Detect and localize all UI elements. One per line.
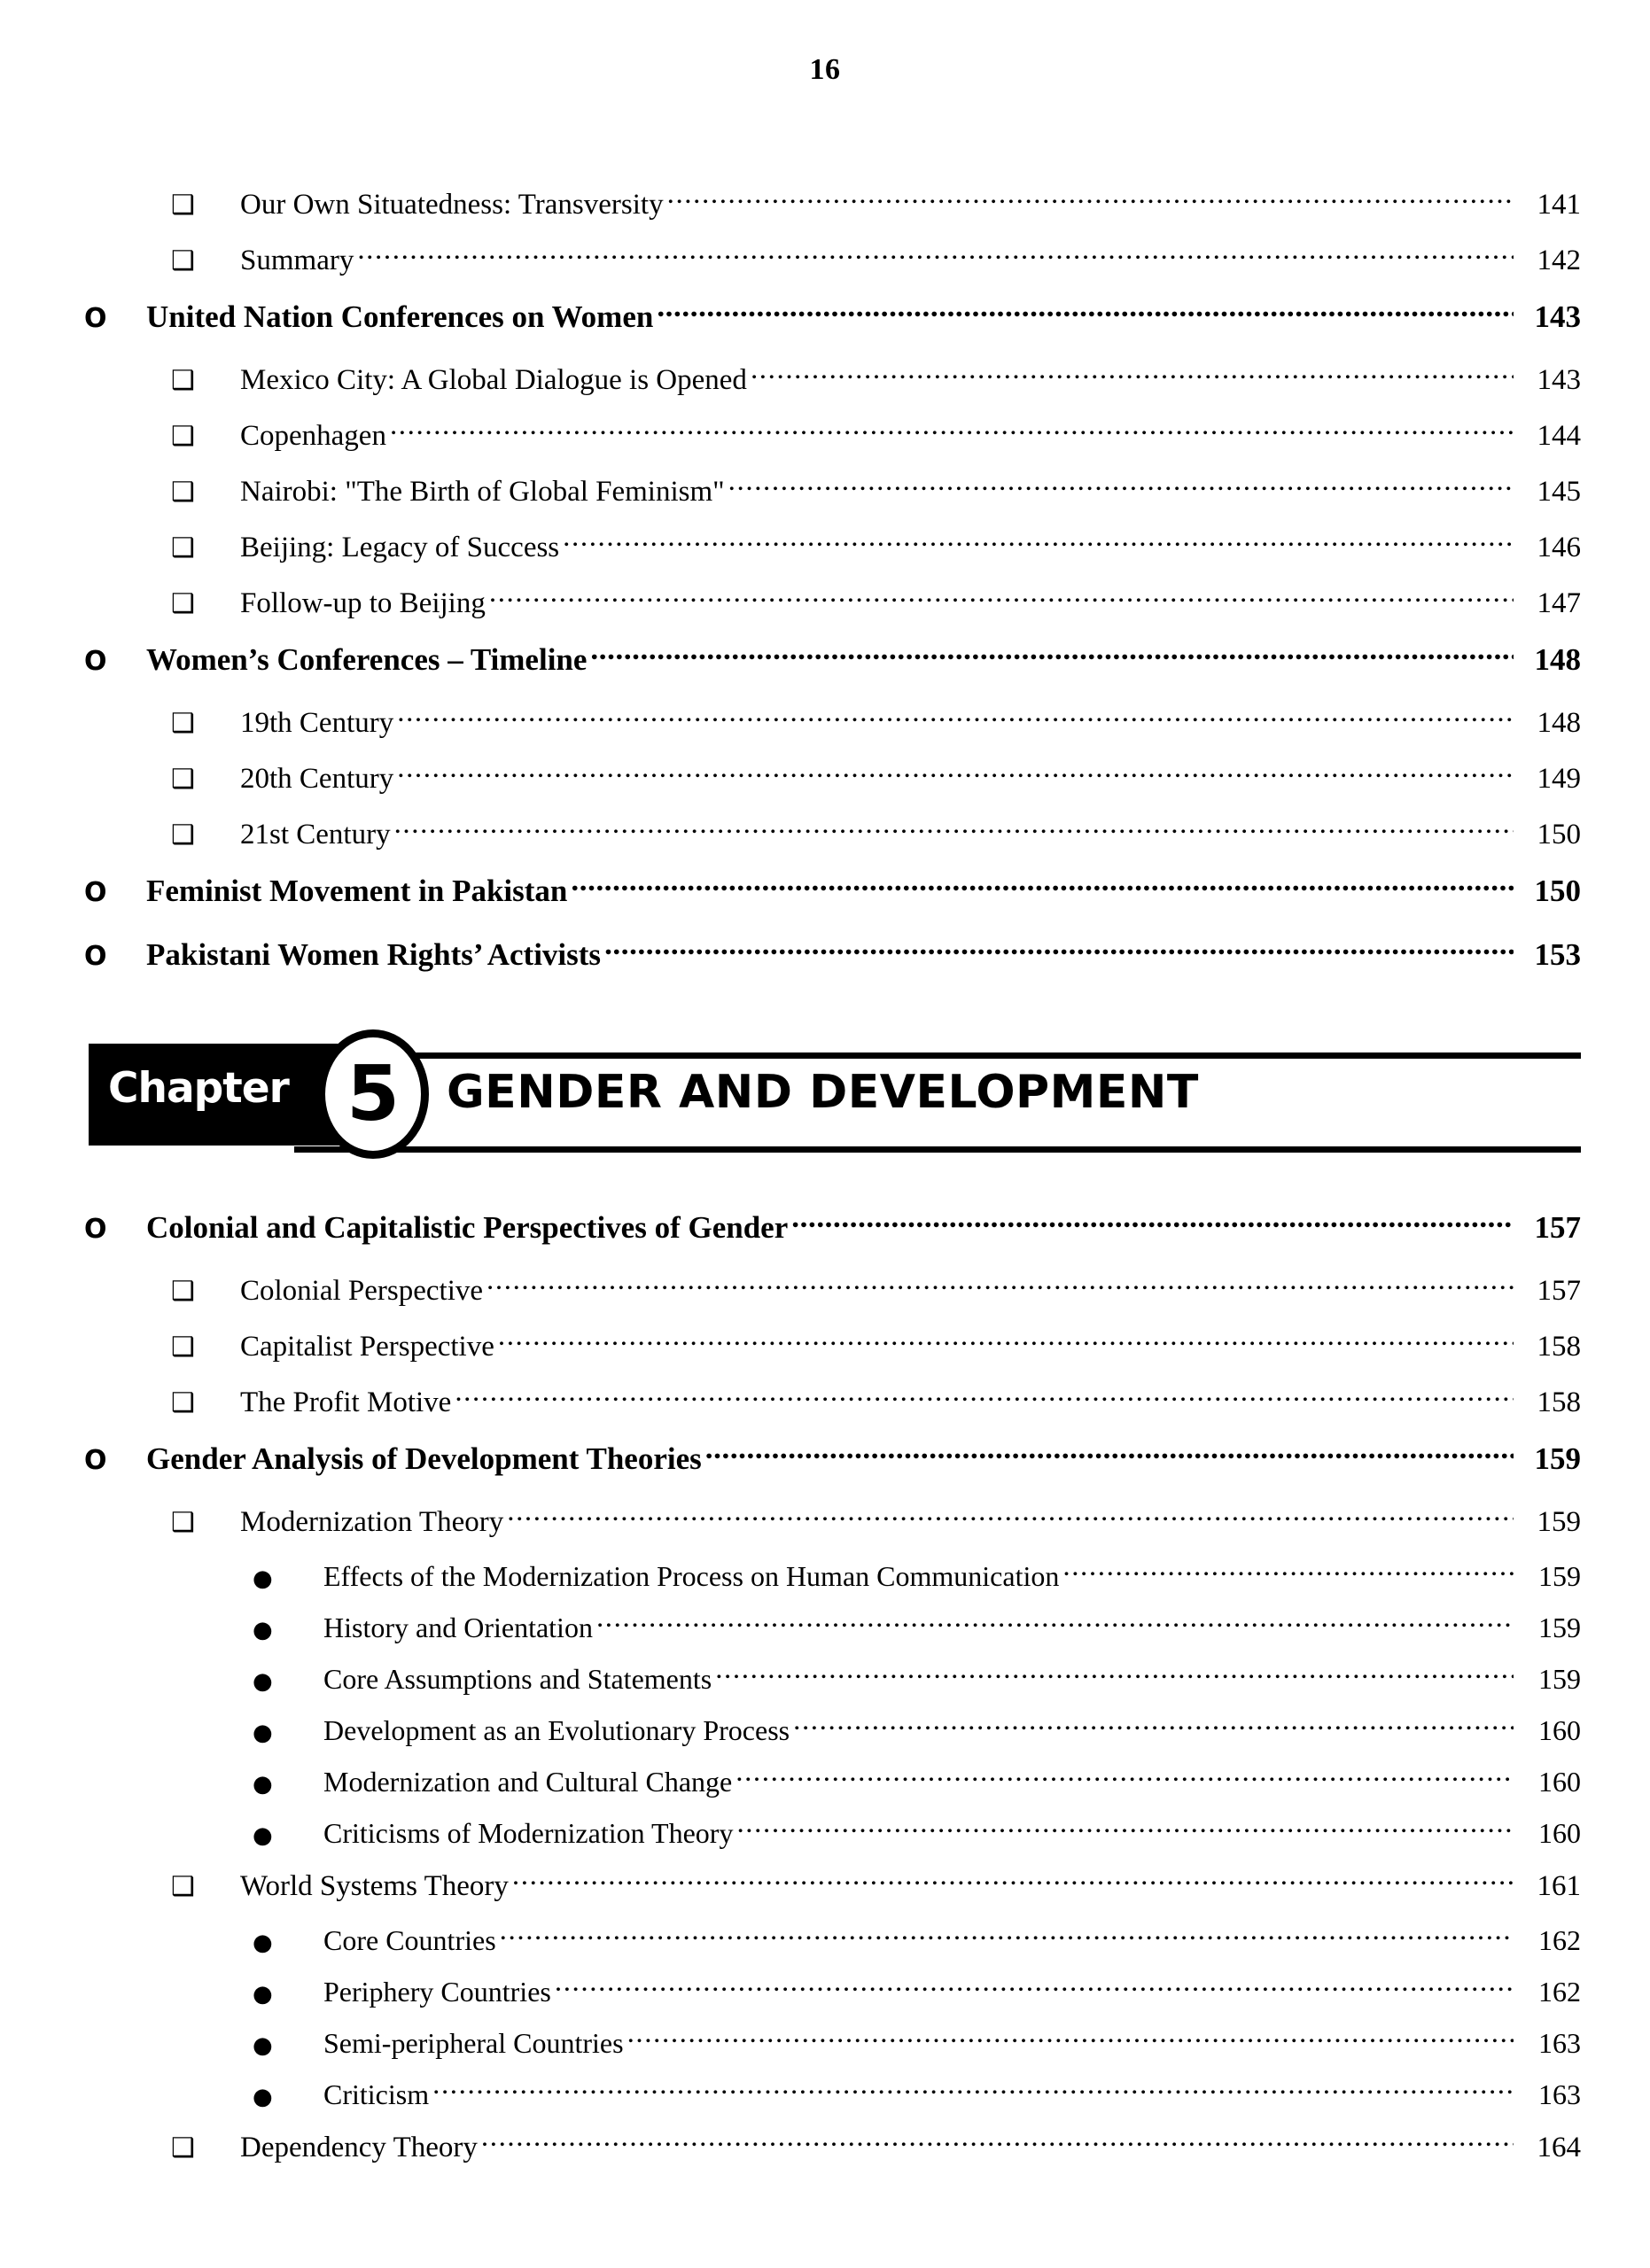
toc-entry-page-number: 157 — [1534, 1210, 1581, 1245]
toc-entry-page-number: 147 — [1537, 587, 1581, 619]
toc-entry[interactable] — [0, 1763, 1650, 1814]
toc-entry-label: Summary — [240, 245, 354, 276]
square-bullet-icon: ❑ — [171, 819, 195, 850]
square-bullet-icon: ❑ — [171, 245, 195, 276]
toc-entry-page-number: 162 — [1538, 1924, 1581, 1956]
dot-leader — [604, 934, 1514, 965]
open-circle-bullet-icon: O — [84, 1214, 107, 1245]
chapter-title: GENDER AND DEVELOPMENT — [447, 1066, 1199, 1119]
open-circle-bullet-icon: O — [84, 1445, 107, 1476]
toc-entry[interactable] — [0, 2127, 1650, 2183]
dot-leader — [791, 1207, 1514, 1238]
toc-entry-page-number: 161 — [1537, 1870, 1581, 1902]
square-bullet-icon: ❑ — [171, 588, 195, 619]
square-bullet-icon: ❑ — [171, 1332, 195, 1363]
square-bullet-icon: ❑ — [171, 1387, 195, 1418]
toc-entry-page-number: 146 — [1537, 532, 1581, 563]
toc-entry[interactable] — [0, 814, 1650, 870]
round-bullet-icon: ● — [253, 2084, 273, 2110]
toc-entry[interactable] — [0, 758, 1650, 814]
toc-entry-label: Copenhagen — [240, 420, 386, 452]
toc-entry-page-number: 158 — [1537, 1331, 1581, 1363]
toc-entry[interactable] — [0, 184, 1650, 240]
square-bullet-icon: ❑ — [171, 708, 195, 739]
banner-rule-top — [294, 1052, 1581, 1059]
dot-leader — [627, 2024, 1514, 2053]
dot-leader — [500, 1922, 1514, 1950]
toc-entry-label: 19th Century — [240, 707, 394, 739]
dot-leader — [563, 527, 1514, 556]
toc-entry[interactable] — [0, 1502, 1650, 1557]
dot-leader — [590, 639, 1514, 670]
dot-leader — [512, 1866, 1514, 1895]
dot-leader — [397, 758, 1514, 788]
square-bullet-icon: ❑ — [171, 421, 195, 452]
toc-entry-label: Our Own Situatedness: Transversity — [240, 189, 664, 221]
dot-leader — [489, 583, 1514, 612]
toc-entry-label: Feminist Movement in Pakistan — [146, 874, 568, 908]
dot-leader — [736, 1814, 1514, 1843]
toc-entry[interactable] — [0, 703, 1650, 758]
chapter-banner — [89, 1023, 1586, 1165]
toc-entry-page-number: 142 — [1537, 245, 1581, 276]
dot-leader — [705, 1438, 1514, 1469]
round-bullet-icon: ● — [253, 1822, 273, 1849]
toc-entry[interactable] — [0, 1207, 1650, 1270]
dot-leader — [571, 870, 1514, 901]
toc-entry-page-number: 150 — [1537, 819, 1581, 850]
toc-entry-label: Women’s Conferences – Timeline — [146, 642, 588, 677]
toc-entry-label: Effects of the Modernization Process on Human Communication — [323, 1560, 1060, 1592]
toc-entry[interactable] — [0, 1270, 1650, 1326]
dot-leader — [507, 1502, 1514, 1531]
toc-entry-label: Criticisms of Modernization Theory — [323, 1817, 734, 1849]
open-circle-bullet-icon: O — [84, 877, 107, 908]
square-bullet-icon: ❑ — [171, 477, 195, 508]
toc-entry-label: United Nation Conferences on Women — [146, 299, 654, 334]
dot-leader — [793, 1712, 1514, 1740]
dot-leader — [390, 416, 1514, 445]
toc-entry[interactable] — [0, 934, 1650, 998]
toc-entry-page-number: 159 — [1538, 1612, 1581, 1643]
dot-leader — [357, 240, 1514, 269]
toc-entry-page-number: 143 — [1537, 364, 1581, 396]
toc-entry-label: Dependency Theory — [240, 2132, 478, 2163]
toc-entry-page-number: 141 — [1537, 189, 1581, 221]
toc-entry-page-number: 160 — [1538, 1766, 1581, 1798]
toc-entry-label: 21st Century — [240, 819, 391, 850]
toc-entry[interactable] — [0, 471, 1650, 527]
toc-entry-label: Beijing: Legacy of Success — [240, 532, 560, 563]
toc-entry-page-number: 160 — [1538, 1714, 1581, 1746]
toc-entry-label: Capitalist Perspective — [240, 1331, 494, 1363]
dot-leader — [728, 471, 1514, 501]
dot-leader — [751, 360, 1514, 389]
toc-entry-label: Nairobi: "The Birth of Global Feminism" — [240, 476, 725, 508]
toc-entry[interactable] — [0, 296, 1650, 360]
dot-leader — [394, 814, 1514, 843]
square-bullet-icon: ❑ — [171, 1871, 195, 1902]
toc-entry[interactable] — [0, 416, 1650, 471]
toc-entry[interactable] — [0, 1712, 1650, 1763]
square-bullet-icon: ❑ — [171, 764, 195, 795]
toc-entry[interactable] — [0, 1866, 1650, 1922]
round-bullet-icon: ● — [253, 1930, 273, 1956]
square-bullet-icon: ❑ — [171, 2132, 195, 2163]
toc-entry[interactable] — [0, 2024, 1650, 2076]
toc-entry[interactable] — [0, 1557, 1650, 1609]
open-circle-bullet-icon: O — [84, 646, 107, 677]
dot-leader — [486, 1270, 1514, 1300]
round-bullet-icon: ● — [253, 1668, 273, 1695]
toc-entry-label: Modernization Theory — [240, 1506, 504, 1538]
dot-leader — [455, 1382, 1514, 1411]
toc-entry-page-number: 144 — [1537, 420, 1581, 452]
banner-rule-bottom — [294, 1146, 1581, 1153]
open-circle-bullet-icon: O — [84, 303, 107, 334]
open-circle-bullet-icon: O — [84, 941, 107, 972]
dot-leader — [715, 1660, 1514, 1689]
toc-entry-page-number: 159 — [1534, 1441, 1581, 1476]
toc-entry-label: Criticism — [323, 2078, 430, 2110]
dot-leader — [397, 703, 1514, 732]
toc-entry[interactable] — [0, 1438, 1650, 1502]
toc-entry-label: Gender Analysis of Development Theories — [146, 1441, 702, 1476]
square-bullet-icon: ❑ — [171, 190, 195, 221]
table-of-contents-upper — [0, 184, 1650, 998]
chapter-number-circle — [317, 1029, 429, 1159]
table-of-contents-lower — [0, 1207, 1650, 2183]
dot-leader — [432, 2076, 1514, 2104]
toc-entry[interactable] — [0, 1973, 1650, 2024]
toc-entry[interactable] — [0, 1326, 1650, 1382]
toc-entry-label: Modernization and Cultural Change — [323, 1766, 733, 1798]
toc-entry[interactable] — [0, 1609, 1650, 1660]
toc-entry[interactable] — [0, 583, 1650, 639]
toc-entry[interactable] — [0, 240, 1650, 296]
toc-entry-label: Colonial Perspective — [240, 1275, 484, 1307]
dot-leader — [481, 2127, 1514, 2156]
toc-entry-page-number: 153 — [1534, 937, 1581, 972]
toc-entry-page-number: 148 — [1537, 707, 1581, 739]
toc-entry-page-number: 143 — [1534, 299, 1581, 334]
chapter-word: Chapter — [108, 1064, 289, 1113]
toc-entry-page-number: 163 — [1538, 2027, 1581, 2059]
dot-leader — [596, 1609, 1514, 1637]
toc-entry-label: Pakistani Women Rights’ Activists — [146, 937, 602, 972]
toc-entry-label: 20th Century — [240, 763, 394, 795]
round-bullet-icon: ● — [253, 1617, 273, 1643]
toc-entry[interactable] — [0, 639, 1650, 703]
round-bullet-icon: ● — [253, 1720, 273, 1746]
square-bullet-icon: ❑ — [171, 1507, 195, 1538]
toc-entry[interactable] — [0, 2076, 1650, 2127]
toc-entry[interactable] — [0, 360, 1650, 416]
page-number: 16 — [809, 53, 841, 86]
round-bullet-icon: ● — [253, 1981, 273, 2008]
toc-entry-label: Mexico City: A Global Dialogue is Opened — [240, 364, 747, 396]
toc-entry-page-number: 160 — [1538, 1817, 1581, 1849]
toc-entry-page-number: 159 — [1538, 1663, 1581, 1695]
square-bullet-icon: ❑ — [171, 365, 195, 396]
toc-entry-page-number: 163 — [1538, 2078, 1581, 2110]
toc-entry-page-number: 162 — [1538, 1976, 1581, 2008]
toc-entry-page-number: 159 — [1537, 1506, 1581, 1538]
dot-leader — [555, 1973, 1514, 2001]
dot-leader — [1062, 1557, 1514, 1586]
toc-entry-label: Development as an Evolutionary Process — [323, 1714, 790, 1746]
toc-entry-page-number: 158 — [1537, 1386, 1581, 1418]
toc-entry[interactable] — [0, 1660, 1650, 1712]
square-bullet-icon: ❑ — [171, 1276, 195, 1307]
toc-entry-label: Colonial and Capitalistic Perspectives of Gender — [146, 1210, 789, 1245]
toc-entry-page-number: 159 — [1538, 1560, 1581, 1592]
toc-entry-page-number: 149 — [1537, 763, 1581, 795]
toc-entry-label: The Profit Motive — [240, 1386, 452, 1418]
toc-entry-label: Core Countries — [323, 1924, 496, 1956]
toc-entry-label: Follow-up to Beijing — [240, 587, 486, 619]
square-bullet-icon: ❑ — [171, 532, 195, 563]
toc-entry[interactable] — [0, 870, 1650, 934]
dot-leader — [657, 296, 1514, 327]
toc-entry-label: Periphery Countries — [323, 1976, 551, 2008]
dot-leader — [735, 1763, 1514, 1791]
toc-entry[interactable] — [0, 1922, 1650, 1973]
toc-entry-page-number: 145 — [1537, 476, 1581, 508]
toc-entry-label: Semi-peripheral Countries — [323, 2027, 624, 2059]
dot-leader — [667, 184, 1514, 214]
toc-entry-label: World Systems Theory — [240, 1870, 509, 1902]
toc-entry-page-number: 157 — [1537, 1275, 1581, 1307]
toc-entry-page-number: 164 — [1537, 2132, 1581, 2163]
toc-entry-page-number: 148 — [1534, 642, 1581, 677]
toc-entry-label: Core Assumptions and Statements — [323, 1663, 712, 1695]
toc-entry-page-number: 150 — [1534, 874, 1581, 908]
chapter-number: 5 — [346, 1050, 400, 1138]
round-bullet-icon: ● — [253, 2032, 273, 2059]
toc-entry[interactable] — [0, 527, 1650, 583]
toc-entry-label: History and Orientation — [323, 1612, 593, 1643]
toc-entry[interactable] — [0, 1814, 1650, 1866]
toc-entry[interactable] — [0, 1382, 1650, 1438]
round-bullet-icon: ● — [253, 1771, 273, 1798]
round-bullet-icon: ● — [253, 1565, 273, 1592]
dot-leader — [498, 1326, 1514, 1355]
